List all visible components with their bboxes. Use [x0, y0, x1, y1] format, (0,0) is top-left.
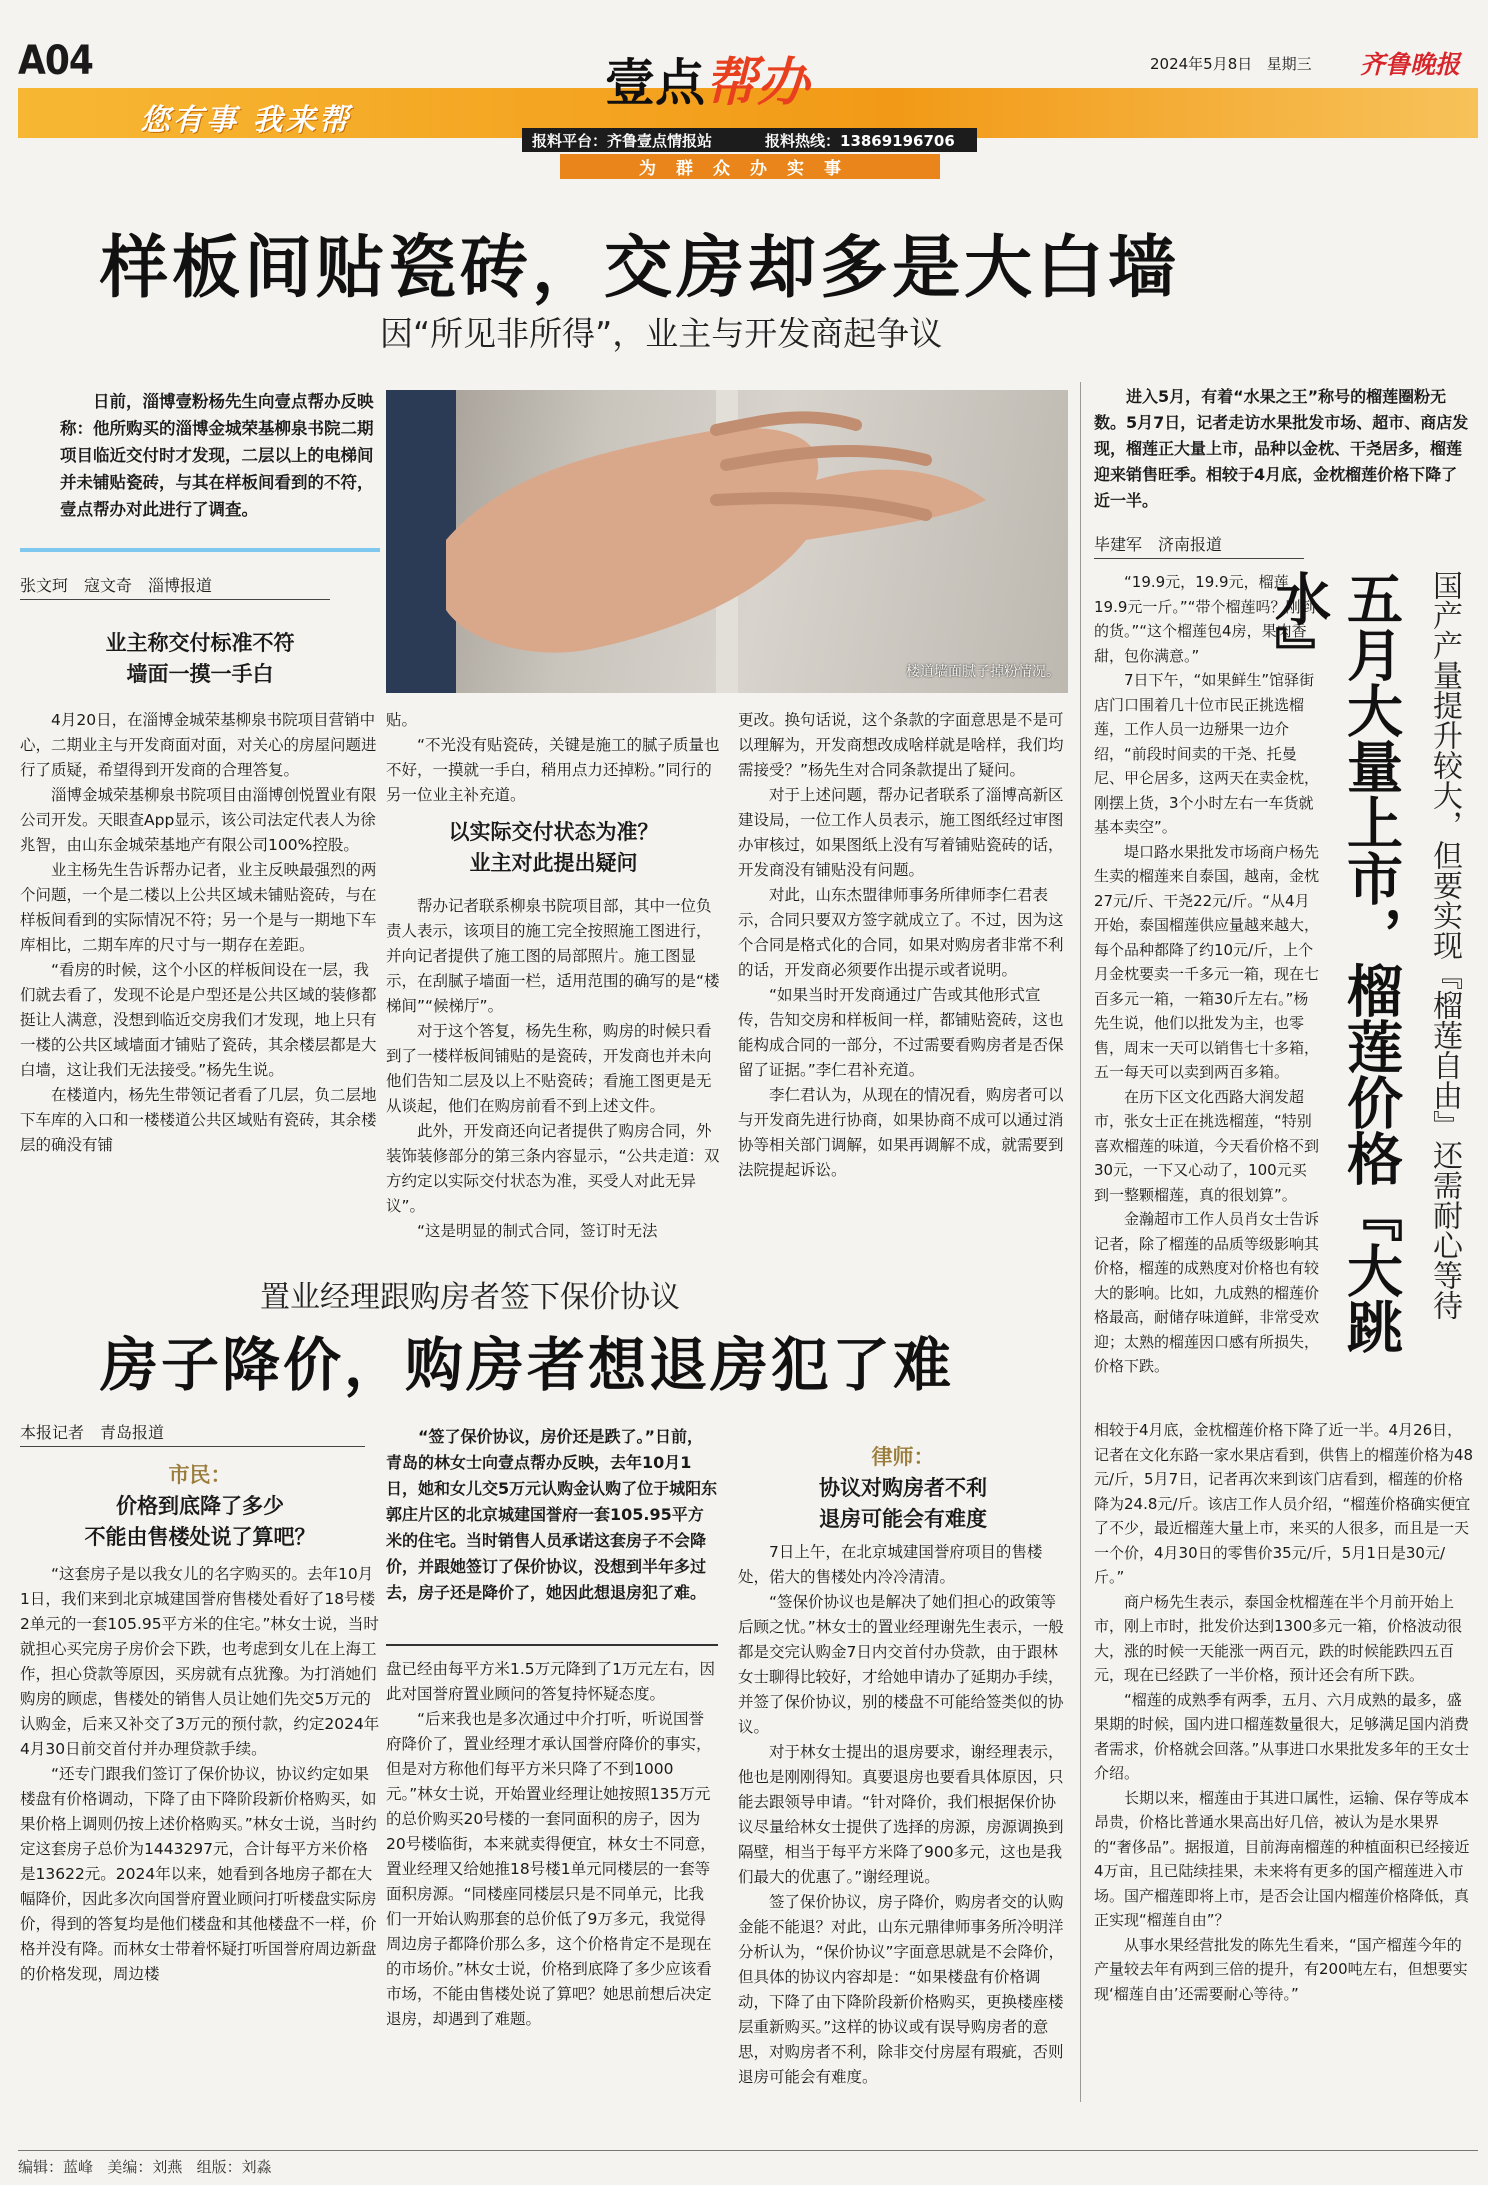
- story1-byline: 张文珂 寇文奇 淄博报道: [20, 573, 330, 600]
- paragraph: 从事水果经营批发的陈先生看来，“国产榴莲今年的产量较去年有两到三倍的提升，有200吨左右，但想要实现‘榴莲自由’还需要耐心等待。”: [1094, 1935, 1468, 2003]
- paragraph: “后来我也是多次通过中介打听，听说国誉府降价了，置业经理才承认国誉府降价的事实，但是对方称他们每平方米只降了不到1000元。”林女士说，开始置业经理让她按照135万元的总价购买20号楼的一套同面积的房子，因为20号楼临街，本来就卖得便宜，林女士不同意，置业经理又给她推18号楼1单元同楼层的一套等面积房源。“同楼座同楼层只是不同单元，比我们一开始认购那套的总价低了9万多元，我觉得周边房子都降价那么多，这个价格肯定不是现在的市场价。”林女士说，价格到底降了多少应该看市场，不能由售楼处说了算吧？她思前想后决定退房，却遇到了难题。: [386, 1710, 716, 2028]
- weekday-text: 星期三: [1266, 55, 1312, 73]
- paragraph: 相较于4月底，金枕榴莲价格下降了近一半。4月26日，记者在文化东路一家水果店看到，供售上的榴莲价格为48元/斤，5月7日，记者再次来到该门店看到，榴莲的价格降为24.8元/斤。该店工作人员介绍，“榴莲价格确实便宜了不少，最近榴莲大量上市，来买的人很多，而且是一天一个价，4月30日的零售价35元/斤，5月1日是30元/斤。”: [1094, 1421, 1474, 1586]
- paragraph: 淄博金城荣基柳泉书院项目由淄博创悦置业有限公司开发。天眼查App显示，该公司法定代表人为徐兆智，由山东金城荣基地产有限公司100%控股。: [20, 786, 377, 854]
- subhead1-line1: 价格到底降了多少: [116, 1494, 284, 1518]
- date-text: 2024年5月8日: [1150, 55, 1253, 73]
- paragraph: 4月20日，在淄博金城荣基柳泉书院项目营销中心，二期业主与开发商面对面，对关心的房屋问题进行了质疑，希望得到开发商的合理答复。: [20, 711, 377, 779]
- paragraph: 此外，开发商还向记者提供了购房合同，外装饰装修部分的第三条内容显示，“公共走道：双方约定以实际交付状态为准，买受人对此无异议”。: [386, 1122, 720, 1215]
- page-number: A04: [18, 38, 93, 84]
- editor-credit: 编辑：蓝峰: [18, 2158, 94, 2176]
- issue-date: [1150, 53, 1312, 74]
- paragraph: 对此，山东杰盟律师事务所律师李仁君表示，合同只要双方签字就成立了。不过，因为这个合同是格式化的合同，如果对购房者非常不利的话，开发商必须要作出提示或者说明。: [738, 886, 1064, 979]
- lead-rule: [386, 1644, 718, 1646]
- paragraph: 在历下区文化西路大润发超市，张女士正在挑选榴莲，“特别喜欢榴莲的味道，今天看价格不到30元，一下又心动了，100元买到一整颗榴莲，真的很划算”。: [1094, 1087, 1320, 1204]
- paragraph: “这套房子是以我女儿的名字购买的。去年10月1日，我们来到北京城建国誉府售楼处看好了18号楼2单元的一套105.95平方米的住宅。”林女士说，当时就担心买完房子房价会下跌，也考虑到女儿在上海工作，担心贷款等原因，买房就有点犹豫。为打消她们购房的顾虑，售楼处的销售人员让她们先交5万元的认购金，后来又补交了3万元的预付款，约定2024年4月30日前交首付并办理贷款手续。: [20, 1565, 380, 1758]
- paragraph: “看房的时候，这个小区的样板间设在一层，我们就去看了，发现不论是户型还是公共区域的装修都挺让人满意，没想到临近交房我们才发现，地上只有一楼的公共区域墙面才铺贴了瓷砖，其余楼层都是大白墙，这让我们无法接受。”杨先生说。: [20, 961, 377, 1079]
- story2-column3: [738, 1540, 1068, 2090]
- section-logo-yidian: 壹点: [605, 53, 705, 112]
- story1-column3: [738, 708, 1068, 1183]
- photo-caption: 楼道墙面腻子掉粉情况。: [906, 664, 1060, 680]
- story1-subheadline: 因“所见非所得”，业主与开发商起争议: [380, 314, 943, 353]
- paragraph: 业主杨先生告诉帮办记者，业主反映最强烈的两个问题，一个是二楼以上公共区域未铺贴瓷砖，与在样板间看到的实际情况不符；另一个是与一期地下车库相比，二期车库的尺寸与一期存在差距。: [20, 861, 377, 954]
- paragraph: 对于林女士提出的退房要求，谢经理表示，他也是刚刚得知。真要退房也要看具体原因，只能去跟领导申请。“针对降价，我们根据保价协议尽量给林女士提供了选择的房源，房源调换到隔壁，相当于每平方米降了900多元，这也是我们最大的优惠了。”谢经理说。: [738, 1743, 1064, 1886]
- paragraph: “这是明显的制式合同，签订时无法: [417, 1222, 658, 1240]
- header-motto: 为群众办实事: [560, 154, 940, 179]
- subhead2-line2: 业主对此提出疑问: [469, 851, 638, 875]
- footer-credits: [18, 2156, 272, 2177]
- paragraph: “还专门跟我们签订了保价协议，协议约定如果楼盘有价格调动，下降了由下降阶段新价格购买，如果价格上调则仍按上述价格购买。”林女士说，当时约定这套房子总价为1443297元，合计每平方米价格是13622元。2024年以来，她看到各地房子都在大幅降价，因此多次向国誉府置业顾问打听楼盘实际房价，得到的答复均是他们楼盘和其他楼盘不一样，价格并没有降。而林女士带着怀疑打听国誉府周边新盘的价格发现，周边楼: [20, 1765, 377, 1983]
- story1-subhead1: [20, 628, 380, 690]
- story3-byline: 毕建军 济南报道: [1094, 532, 1304, 559]
- paragraph: “19.9元，19.9元，榴莲19.9元一斤。”“带个榴莲吗？刚到的货。”“这个榴莲包4房，果肉香甜，包你满意。”: [1094, 573, 1316, 665]
- blue-rule: [20, 548, 380, 552]
- paragraph: 堤口路水果批发市场商户杨先生卖的榴莲来自泰国，越南，金枕27元/斤、干尧22元/斤。“从4月开始，泰国榴莲供应量越来越大，每个品种都降了约10元/斤，上个月金枕要卖一千多元一箱，现在七百多元一箱，一箱30斤左右。”杨先生说，他们以批发为主，也零售，周末一天可以销售七十多箱，五一每天可以卖到两百多箱。: [1094, 842, 1320, 1081]
- subhead1-line1: 业主称交付标准不符: [105, 631, 295, 655]
- story1-column2b: [386, 894, 721, 1244]
- story2-column1: [20, 1562, 380, 1987]
- paragraph: “如果当时开发商通过广告或其他形式宣传，告知交房和样板间一样，都铺贴瓷砖，这也能构成合同的一部分，不过需要看购房者是否保留了证据。”李仁君补充道。: [738, 986, 1064, 1079]
- hand-on-wall-illustration: [386, 390, 1068, 693]
- story2-byline: 本报记者 青岛报道: [20, 1420, 365, 1447]
- story2-subhead2: [738, 1442, 1068, 1535]
- story1-column1: [20, 708, 380, 1158]
- hotline-label: 报料热线：13869196706: [765, 132, 955, 150]
- story1-subhead2: [386, 817, 721, 879]
- paragraph: “榴莲的成熟季有两季，五月、六月成熟的最多，盛果期的时候，国内进口榴莲数量很大，足够满足国内消费者需求，价格就会回落。”从事进口水果批发多年的王女士介绍。: [1094, 1690, 1470, 1782]
- story2-column2: [386, 1657, 718, 2032]
- paragraph: 盘已经由每平方米1.5万元降到了1万元左右，因此对国誉府置业顾问的答复持怀疑态度。: [386, 1660, 716, 1703]
- story1-headline: 样板间贴瓷砖，交房却多是大白墙: [100, 228, 1181, 308]
- story3-column-wide: [1094, 1418, 1474, 2006]
- section-logo: [605, 40, 809, 115]
- platform-label: 报料平台：齐鲁壹点情报站: [532, 132, 713, 150]
- paragraph: 贴。: [386, 711, 418, 729]
- hallway-photo: [386, 390, 1068, 693]
- paragraph: “签保价协议也是解决了她们担心的政策等后顾之忧。”林女士的置业经理谢先生表示，一般都是交完认购金7日内交首付办贷款，由于跟林女士聊得比较好，才给她申请办了延期办手续，并签了保价协议，别的楼盘不可能给签类似的协议。: [738, 1593, 1064, 1736]
- column-divider: [1080, 382, 1081, 2102]
- paragraph: 在楼道内，杨先生带领记者看了几层，负二层地下车库的入口和一楼楼道公共区域贴有瓷砖，其余楼层的确没有铺: [20, 1086, 377, 1154]
- paragraph: 李仁君认为，从现在的情况看，购房者可以与开发商先进行协商，如果协商不成可以通过消协等相关部门调解，如果再调解不成，就需要到法院提起诉讼。: [738, 1086, 1064, 1179]
- paragraph: “不光没有贴瓷砖，关键是施工的腻子质量也不好，一摸就一手白，稍用点力还掉粉。”同行的另一位业主补充道。: [386, 736, 720, 804]
- paragraph: 更改。换句话说，这个条款的字面意思是不是可以理解为，开发商想改成啥样就是啥样，我们均需接受？”杨先生对合同条款提出了疑问。: [738, 711, 1064, 779]
- paragraph: 7日下午，“如果鲜生”馆驿街店门口围着几十位市民正挑选榴莲，工作人员一边掰果一边介绍，“前段时间卖的干尧、托曼尼、甲仑居多，这两天在卖金枕，刚摆上货，3个小时左右一车货就基本卖空”。: [1094, 671, 1320, 836]
- story3-column-narrow: [1094, 570, 1319, 1379]
- art-credit: 美编：刘燕: [107, 2158, 183, 2176]
- story1-lead: 日前，淄博壹粉杨先生向壹点帮办反映称：他所购买的淄博金城荣基柳泉书院二期项目临近交付时才发现，二层以上的电梯间并未铺贴瓷砖，与其在样板间看到的不符，壹点帮办对此进行了调查。: [60, 392, 374, 519]
- layout-credit: 组版：刘淼: [196, 2158, 272, 2176]
- paragraph: 帮办记者联系柳泉书院项目部，其中一位负责人表示，该项目的施工完全按照施工图进行，并向记者提供了施工图的局部照片。施工图显示，在刮腻子墙面一栏，适用范围的确写的是“楼梯间”“候梯厅”。: [386, 897, 720, 1015]
- side-label-lawyer: 律师：: [871, 1445, 935, 1469]
- footer-rule: [18, 2150, 1478, 2151]
- story2-lead: “签了保价协议，房价还是跌了。”日前，青岛的林女士向壹点帮办反映，去年10月1日，她和女儿交5万元认购金认购了位于城阳东郭庄片区的北京城建国誉府一套105.95平方米的住宅。当时销售人员承诺这套房子不会降价，并跟她签订了保价协议，没想到半年多过去，房子还是降价了，她因此想退房犯了难。: [386, 1427, 718, 1602]
- story2-headline: 房子降价，购房者想退房犯了难: [100, 1331, 955, 1399]
- story3-headline: 五月大量上市，榴莲价格『大跳水』: [1266, 570, 1404, 1354]
- paragraph: 长期以来，榴莲由于其进口属性，运输、保存等成本昂贵，价格比普通水果高出好几倍，被认为是水果界的“奢侈品”。据报道，目前海南榴莲的种植面积已经接近4万亩，且已陆续挂果，未来将有更多的国产榴莲进入市场。国产榴莲即将上市，是否会让国内榴莲价格降低，真正实现“榴莲自由”？: [1094, 1788, 1470, 1929]
- side-label-citizen: 市民：: [168, 1463, 232, 1487]
- story1-column2a: [386, 708, 721, 808]
- paragraph: 7日上午，在北京城建国誉府项目的售楼处，偌大的售楼处内冷冷清清。: [738, 1543, 1043, 1586]
- story3-intro: 进入5月，有着“水果之王”称号的榴莲圈粉无数。5月7日，记者走访水果批发市场、超市、商店发现，榴莲正大量上市，品种以金枕、干尧居多，榴莲迎来销售旺季。相较于4月底，金枕榴莲价格下降了近一半。: [1094, 387, 1469, 510]
- paragraph: 商户杨先生表示，泰国金枕榴莲在半个月前开始上市，刚上市时，批发价达到1300多元一箱，价格波动很大，涨的时候一天能涨一两百元，跌的时候能跌四五百元，现在已经跌了一半价格，预计还会有所下跌。: [1094, 1592, 1463, 1684]
- subhead2-line2: 退房可能会有难度: [819, 1507, 987, 1531]
- story2-subhead1: [20, 1460, 380, 1553]
- subhead1-line2: 墙面一摸一手白: [126, 662, 274, 686]
- subhead2-line1: 协议对购房者不利: [819, 1476, 987, 1500]
- section-logo-bangban: 帮办: [705, 52, 810, 113]
- subhead2-line1: 以实际交付状态为准？: [448, 820, 659, 844]
- header-slogan: 您有事 我来帮: [140, 103, 352, 138]
- paragraph: 对于上述问题，帮办记者联系了淄博高新区建设局，一位工作人员表示，施工图纸经过审图办审核过，如果图纸上没有写着铺贴瓷砖的话，开发商没有铺贴没有问题。: [738, 786, 1064, 879]
- paragraph: 签了保价协议，房子降价，购房者交的认购金能不能退？对此，山东元鼎律师事务所冷明洋分析认为，“保价协议”字面意思就是不会降价，但具体的协议内容却是：“如果楼盘有价格调动，下降了由下降阶段新价格购买，更换楼座楼层重新购买。”这样的协议或有误导购房者的意思，对购房者不利，除非交付房屋有瑕疵，否则退房可能会有难度。: [738, 1893, 1065, 2086]
- paragraph: 金瀚超市工作人员肖女士告诉记者，除了榴莲的品质等级影响其价格，榴莲的成熟度对价格也有较大的影响。比如，九成熟的榴莲价格最高，耐储存味道鲜，非常受欢迎；太熟的榴莲因口感有所损失，价格下跌。: [1094, 1210, 1320, 1375]
- newspaper-logo: 齐鲁晚报: [1360, 50, 1461, 79]
- story3-subheadline: 国产产量提升较大，但要实现『榴莲自由』还需耐心等待: [1427, 570, 1462, 1320]
- story2-kicker: 置业经理跟购房者签下保价协议: [260, 1280, 680, 1315]
- subhead1-line2: 不能由售楼处说了算吧？: [84, 1525, 316, 1549]
- paragraph: 对于这个答复，杨先生称，购房的时候只看到了一楼样板间铺贴的是瓷砖，开发商也并未向他们告知二层及以上不贴瓷砖；看施工图更是无从谈起，他们在购房前看不到上述文件。: [386, 1022, 712, 1115]
